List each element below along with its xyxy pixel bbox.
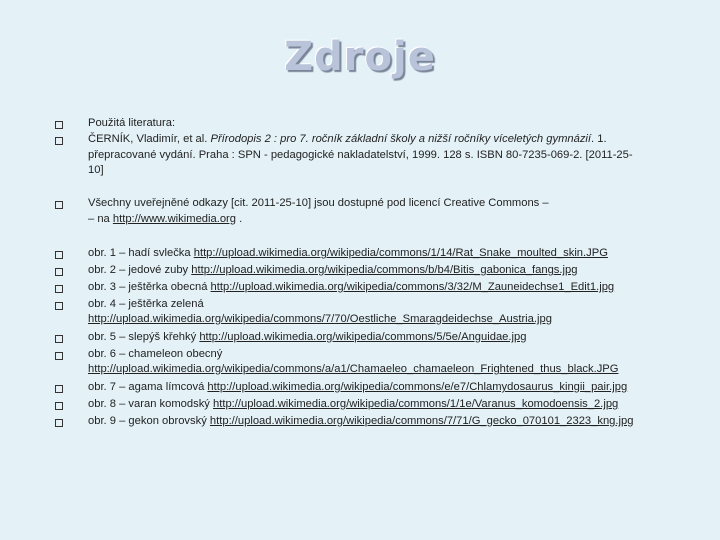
list-item: [88, 346, 688, 362]
image-label: obr. 8 – varan komodský: [88, 398, 213, 410]
bullet-icon: [55, 268, 63, 276]
image-label: obr. 1 – hadí svlečka: [88, 247, 194, 259]
bullet-icon: [55, 302, 63, 310]
bullet-icon: [55, 352, 63, 360]
license-line-2: [88, 211, 688, 227]
wikimedia-link[interactable]: http://www.wikimedia.org: [112, 213, 236, 225]
list-item: [88, 396, 688, 412]
list-item: [88, 413, 688, 429]
image-label: obr. 9 – gekon obrovský: [88, 415, 210, 427]
license-suffix: .: [236, 213, 243, 225]
citation-line-3: 10]: [88, 164, 104, 176]
bullet-icon: [55, 402, 63, 410]
image-label: obr. 3 – ještěrka obecná: [88, 281, 211, 293]
image-label: obr. 5 – slepýš křehký: [88, 331, 200, 343]
list-item: [88, 296, 688, 312]
image-link[interactable]: http://upload.wikimedia.org/wikipedia/commons/a/a1/Chamaeleo_chamaeleon_Frightened_thus_black.JPG: [88, 363, 619, 375]
bullet-icon: [55, 285, 63, 293]
literature-label: Použitá literatura:: [88, 117, 176, 129]
license-prefix: – na: [88, 213, 113, 225]
bullet-icon: [55, 251, 63, 259]
image-link[interactable]: http://upload.wikimedia.org/wikipedia/commons/7/71/G_gecko_070101_2323_kng.jpg: [209, 415, 634, 427]
list-item-continuation: [88, 361, 688, 377]
list-item-continuation: [88, 311, 688, 327]
citation-rest: . 1.: [591, 133, 607, 145]
bullet-icon: [55, 335, 63, 343]
image-link[interactable]: http://upload.wikimedia.org/wikipedia/commons/b/b4/Bitis_gabonica_fangs.jpg: [191, 264, 578, 276]
bullet-icon: [55, 385, 63, 393]
image-link[interactable]: http://upload.wikimedia.org/wikipedia/commons/e/e7/Chlamydosaurus_kingii_pair.jpg: [207, 381, 628, 393]
license-line-1: Všechny uveřejněné odkazy [cit. 2011-25-10] jsou dostupné pod licencí Creative Commons –: [88, 197, 549, 209]
image-link[interactable]: http://upload.wikimedia.org/wikipedia/commons/7/70/Oestliche_Smaragdeidechse_Austria.jpg: [88, 313, 552, 325]
bullet-icon: [55, 137, 63, 145]
image-link[interactable]: http://upload.wikimedia.org/wikipedia/commons/1/14/Rat_Snake_moulted_skin.JPG: [193, 247, 608, 259]
image-label: obr. 6 – chameleon obecný: [88, 348, 223, 360]
image-link[interactable]: http://upload.wikimedia.org/wikipedia/commons/1/1e/Varanus_komodoensis_2.jpg: [213, 398, 619, 410]
bullet-icon: [55, 121, 63, 129]
citation-book-title: Přírodopis 2 : pro 7. ročník základní školy a nižší ročníky víceletých gymnázií: [210, 133, 592, 145]
image-label: obr. 2 – jedové zuby: [88, 264, 192, 276]
list-item: [88, 379, 688, 395]
list-item: [88, 329, 688, 345]
page-title: Zdroje: [284, 34, 436, 80]
list-item: [88, 279, 688, 295]
image-label: obr. 7 – agama límcová: [88, 381, 208, 393]
image-link[interactable]: http://upload.wikimedia.org/wikipedia/commons/5/5e/Anguidae.jpg: [199, 331, 527, 343]
image-link[interactable]: http://upload.wikimedia.org/wikipedia/commons/3/32/M_Zauneidechse1_Edit1.jpg: [210, 281, 615, 293]
citation-line-1: [88, 131, 688, 147]
bullet-icon: [55, 419, 63, 427]
bullet-icon: [55, 201, 63, 209]
citation-author: ČERNÍK, Vladimír, et al.: [88, 133, 208, 145]
image-label: obr. 4 – ještěrka zelená: [88, 298, 204, 310]
list-item: [88, 245, 688, 261]
citation-line-2: přepracované vydání. Praha : SPN - pedagogické nakladatelství, 1999. 128 s. ISBN 80-7235-069-2. [2011-25-: [88, 149, 633, 161]
list-item: [88, 262, 688, 278]
